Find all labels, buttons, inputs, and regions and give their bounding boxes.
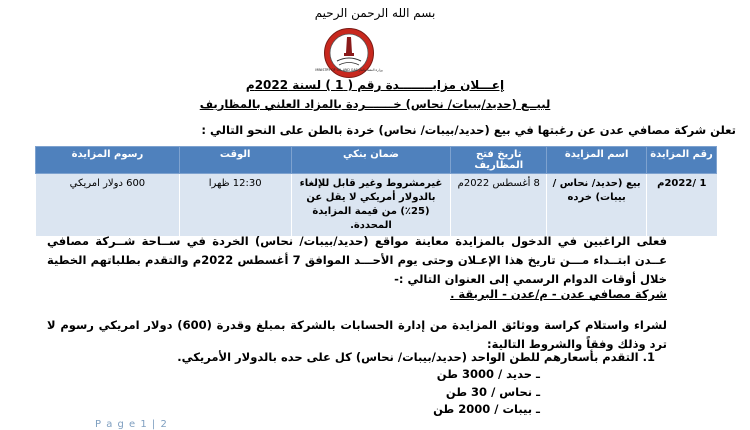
- cell-fees: 600 دولار امريكي: [36, 174, 180, 237]
- cell-auction-number: 1 /2022م: [647, 174, 717, 237]
- page-number: P a g e 1 | 2: [95, 419, 168, 430]
- table-header-row: [36, 147, 717, 174]
- logo-text: وزارة النفط والغاز MINISTRY OF OIL AND GAS: [315, 68, 383, 72]
- header-auction-name: اسم المزايدة: [547, 147, 647, 174]
- list-item-copper: ـ نحاس / 30 طن: [445, 385, 540, 399]
- table-row: [36, 174, 717, 237]
- condition-1: 1. التقدم بأسعارهم للطن الواحد (حديد/بيبات/ نحاس) كل على حده بالدولار الأمريكي.: [177, 350, 655, 364]
- cell-opening-date: 8 أغسطس 2022م: [451, 174, 547, 237]
- header-auction-number: رقم المزايدة: [647, 147, 717, 174]
- purchase-paragraph: لشراء واستلام كراسة ووثائق المزايدة من إدارة الحسابات بالشركة بمبلغ وقدرة (600) دولار امريكي رسوم لا ترد وذلك وفقاً والشروط التالية:: [47, 318, 667, 351]
- header-fees: رسوم المزايدة: [36, 147, 180, 174]
- tender-table: [35, 146, 717, 236]
- header-opening-date: تاريخ فتح المظاريف: [451, 147, 547, 174]
- list-item-pipes: ـ بيبات / 2000 طن: [433, 402, 540, 416]
- cell-auction-name: بيع (حديد/ نحاس / بيبات) خرده: [547, 174, 647, 237]
- intro-sentence: تعلن شركة مصافي عدن عن رغبتها في بيع (حديد/بيبات/ نحاس) خردة بالطن على النحو التالي :: [201, 123, 736, 137]
- header-bank-guarantee: ضمان بنكي: [291, 147, 451, 174]
- cell-time: 12:30 ظهرا: [179, 174, 291, 237]
- cell-bank-guarantee: غيرمشروط وغير قابل للإلغاء بالدولار أمريكي لا يقل عن (25٪) من قيمة المزايدة المحددة.: [291, 174, 451, 237]
- basmala: بسم الله الرحمن الرحيم: [314, 6, 436, 20]
- inspection-paragraph: فعلى الراغبين في الدخول بالمزايدة معاينة مواقع (حديد/بيبات/ نحاس) الخردة في ســاحة شــركة مصافي عــدن ابتــداء مـــن تاريخ هذا الإعـلان وحتى يوم الأحـــد الموافق 7 أغسطس 2022م والتقدم بطلباتهم الخطية خلال أوقات الدوام الرسمي إلى العنوان التالي :-: [47, 234, 668, 286]
- list-item-iron: ـ حديد / 3000 طن: [436, 367, 540, 381]
- announcement-subtitle: لبيــع (حديد/بيبات/ نحاس) خـــــــردة بالمزاد العلني بالمظاريف: [199, 97, 551, 111]
- header-time: الوقت: [179, 147, 291, 174]
- ministry-logo: [315, 27, 383, 79]
- company-address: شركة مصافي عدن - م/عدن - البريقة .: [450, 287, 667, 301]
- announcement-title: إعـــلان مزايــــــــدة رقم ( 1 ) لسنة 2022م: [245, 78, 505, 92]
